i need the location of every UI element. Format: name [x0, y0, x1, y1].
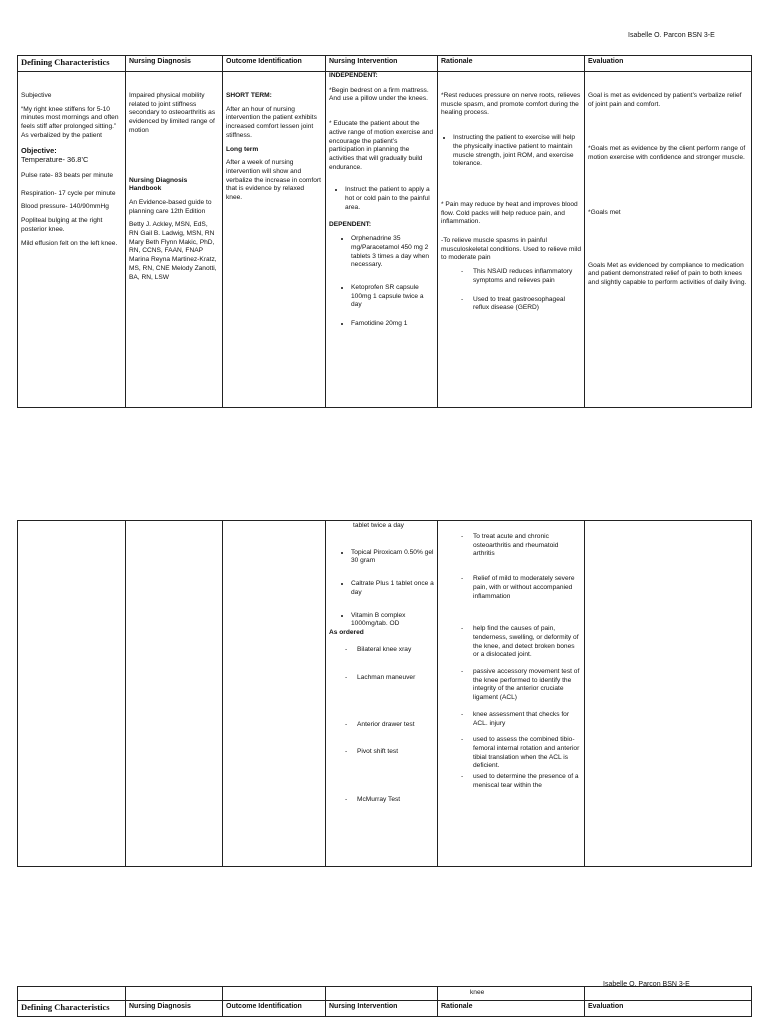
rationale-spasm: -To relieve muscle spasms in painful musculoskeletal conditions. Used to relieve mild to moderate pain	[441, 237, 581, 262]
rationale-lachman: - passive accessory movement test of the knee performed to identify the integrity of the anterior cruciate ligament (ACL)	[473, 668, 581, 703]
popliteal-finding: Popliteal bulging at the right posterior knee.	[21, 217, 103, 233]
care-plan-table-1	[17, 55, 752, 408]
med-vitamin-b: • Vitamin B complex 1000mg/tab. OD	[351, 612, 434, 629]
med-ketoprofen: • Ketoprofen SR capsule 100mg 1 capsule twice a day	[351, 284, 434, 310]
author-header: Isabelle O. Parcon BSN 3-E	[628, 32, 715, 39]
author-header-2: Isabelle O. Parcon BSN 3-E	[603, 981, 690, 988]
col-defining: Defining Characteristics	[18, 56, 126, 72]
diagnosis-statement: Impaired physical mobility related to joint stiffness secondary to osteoarthritis as evidenced by limited range of motion	[129, 92, 216, 134]
subjective-quote: “My right knee stiffens for 5-10 minutes most mornings and often feels stiff after prolonged sitting.” As verbalized by the patient	[21, 105, 119, 139]
col-outcome-3: Outcome Identification	[223, 1000, 326, 1016]
dependent-label: DEPENDENT:	[329, 221, 372, 229]
diagnosis-cell-2	[126, 521, 223, 867]
care-plan-table-3	[17, 986, 752, 1017]
blood-pressure: Blood pressure- 140/90mmHg	[21, 203, 109, 211]
test-pivot-shift: - Pivot shift test	[357, 748, 434, 757]
rationale-pivot-shift: - used to assess the combined tibio-femoral internal rotation and anterior tibial translation when the ACL is deficient.	[473, 736, 581, 771]
rationale-gerd: - Used to treat gastroesophageal reflux disease (GERD)	[473, 296, 581, 313]
respiration: Respiration- 17 cycle per minute	[21, 189, 116, 197]
rationale-nsaid: - This NSAID reduces inflammatory symptoms and relieves pain	[473, 268, 581, 285]
rationale-anterior-drawer: - knee assessment that checks for ACL. injury	[473, 711, 581, 728]
rationale-continuation: knee	[438, 987, 585, 1001]
col-diagnosis: Nursing Diagnosis	[126, 56, 223, 72]
col-rationale: Rationale	[438, 56, 585, 72]
pulse-rate: Pulse rate- 83 beats per minute	[21, 172, 113, 180]
col-intervention-3: Nursing Intervention	[326, 1000, 438, 1016]
evaluation-2: *Goals met as evidence by the client perform range of motion exercise with confidence and stronger muscle.	[588, 145, 746, 162]
outcome-cell	[223, 72, 326, 408]
med-orphenadrine: • Orphenadrine 35 mg/Paracetamol 450 mg 2 tablets 3 times a day when necessary.	[351, 235, 434, 270]
long-term-text: After a week of nursing intervention will show and verbalize the increase in comfort that is evidence by relaxed knee.	[226, 159, 321, 202]
rationale-cell	[438, 72, 585, 408]
test-knee-xray: - Bilateral knee xray	[357, 646, 434, 655]
rationale-exercise: • Instructing the patient to exercise will help the physically inactive patient to maintain muscle strength, joint ROM, and exercise tolerance.	[453, 134, 581, 169]
col-intervention: Nursing Intervention	[326, 56, 438, 72]
evaluation-cell-2	[585, 521, 752, 867]
handbook-description: An Evidence-based guide to planning care 12th Edition	[129, 198, 212, 215]
rationale-piroxicam: - To treat acute and chronic osteoarthritis and rheumatoid arthritis	[473, 533, 581, 559]
rationale-heat: * Pain may reduce by heat and improves blood flow. Cold packs will help reduce pain, and inflammation.	[441, 200, 578, 226]
intervention-educate: * Educate the patient about the active range of motion exercise and encourage the patient’s participation in planning the activities that will gradually build endurance.	[329, 120, 434, 171]
intervention-hot-cold: • Instruct the patient to apply a hot or cold pain to the painful area.	[345, 186, 434, 212]
intervention-bedrest: *Begin bedrest on a firm mattress. And use a pillow under the knees.	[329, 86, 429, 103]
rationale-rest: *Rest reduces pressure on nerve roots, relieves muscle spasm, and promote comfort during the healing process.	[441, 92, 581, 117]
med-caltrate: • Caltrate Plus 1 tablet once a day	[351, 580, 434, 597]
care-plan-table-2	[17, 520, 752, 867]
handbook-title: Nursing Diagnosis Handbook	[129, 176, 188, 193]
long-term-label: Long term	[226, 145, 259, 153]
rationale-mcmurray: - used to determine the presence of a meniscal tear within the	[473, 773, 581, 790]
med-continuation: tablet twice a day	[353, 522, 404, 529]
intervention-cell-2	[326, 521, 438, 867]
col-diagnosis-3: Nursing Diagnosis	[126, 1000, 223, 1016]
intervention-cell	[326, 72, 438, 408]
as-ordered-label: As ordered	[329, 628, 364, 636]
evaluation-3: *Goals met	[588, 208, 621, 216]
rationale-xray: - help find the causes of pain, tenderness, swelling, or deformity of the knee, and detect broken bones or a dislocated joint.	[473, 625, 581, 660]
subjective-label: Subjective	[21, 92, 52, 99]
diagnosis-cell	[126, 72, 223, 408]
rationale-pain-relief: - Relief of mild to moderately severe pain, with or without accompanied inflammation	[473, 575, 581, 601]
col-evaluation: Evaluation	[585, 56, 752, 72]
temperature: Temperature- 36.8’C	[21, 155, 89, 165]
independent-label: INDEPENDENT:	[329, 72, 378, 79]
defining-cell	[18, 72, 126, 408]
col-defining-3: Defining Characteristics	[18, 1000, 126, 1016]
test-mcmurray: - McMurray Test	[357, 796, 434, 805]
short-term-label: SHORT TERM:	[226, 92, 272, 99]
test-lachman: - Lachman maneuver	[357, 674, 434, 683]
objective-label: Objective:	[21, 145, 57, 155]
med-piroxicam: • Topical Piroxicam 0.50% gel 30 gram	[351, 549, 434, 566]
evaluation-4: Goals Met as evidenced by compliance to medication and patient demonstrated relief of pain to both knees and slightly capable to perform activities of daily living.	[588, 261, 747, 286]
handbook-authors: Betty J. Ackley, MSN, EdS, RN Gail B. Ladwig, MSN, RN Mary Beth Flynn Makic, PhD, RN, CCNS, FAAN, FNAP Marina Reyna Martinez-Kratz, MS, RN, CNE Melody Zanotti, BA, RN, LSW	[129, 221, 217, 281]
effusion-finding: Mild effusion felt on the left knee.	[21, 239, 118, 247]
rationale-cell-2	[438, 521, 585, 867]
defining-cell-2	[18, 521, 126, 867]
evaluation-cell	[585, 72, 752, 408]
col-evaluation-3: Evaluation	[585, 1000, 752, 1016]
col-rationale-3: Rationale	[438, 1000, 585, 1016]
evaluation-1: Goal is met as evidenced by patient’s verbalize relief of joint pain and comfort.	[588, 92, 742, 108]
outcome-cell-2	[223, 521, 326, 867]
med-famotidine: • Famotidine 20mg 1	[351, 320, 434, 329]
col-outcome: Outcome Identification	[223, 56, 326, 72]
test-anterior-drawer: - Anterior drawer test	[357, 721, 434, 730]
short-term-text: After an hour of nursing intervention the patient exhibits increased comfort lessen joint stiffness.	[226, 105, 317, 139]
